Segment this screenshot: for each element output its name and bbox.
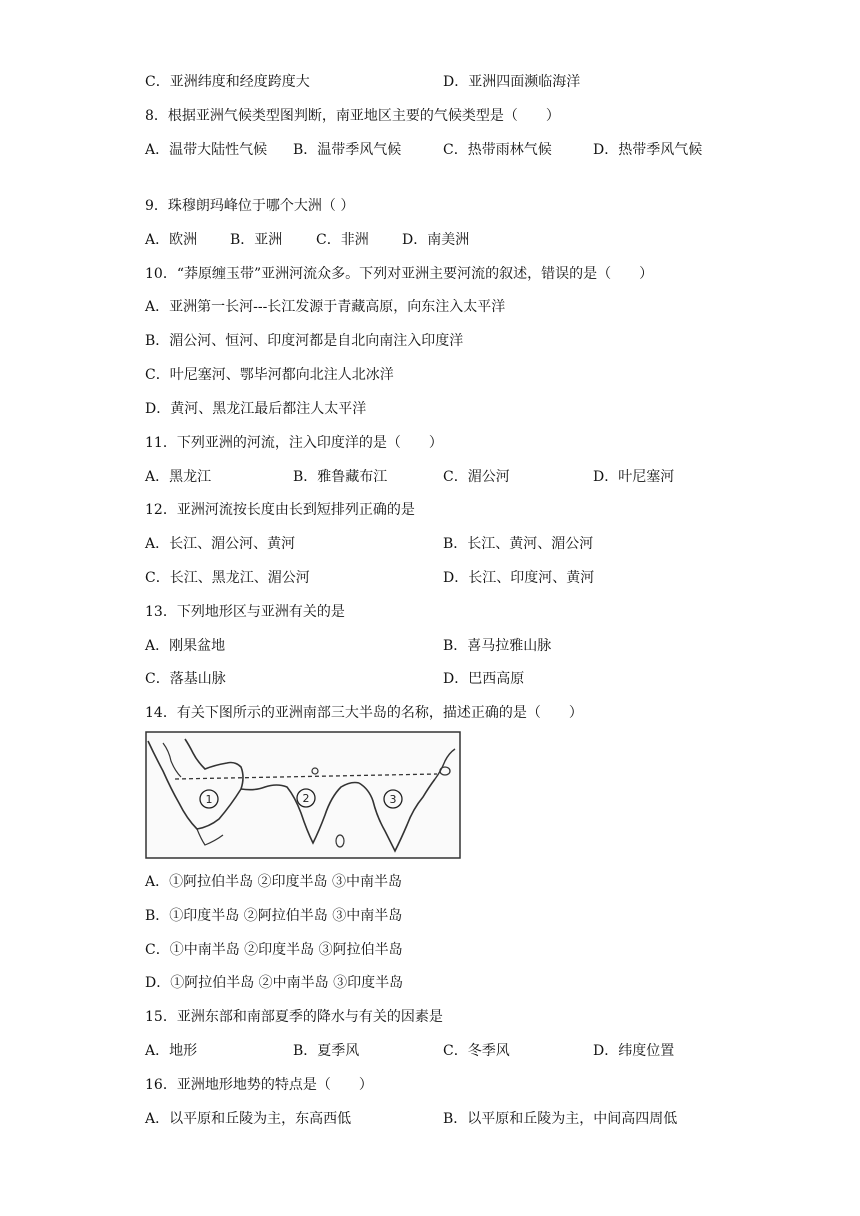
q15-option-d: D．纬度位置 bbox=[593, 1043, 675, 1059]
q14-stem: 14．有关下图所示的亚洲南部三大半岛的名称，描述正确的是（ ） bbox=[145, 705, 583, 721]
q10-stem: 10．“莽原缠玉带”亚洲河流众多。下列对亚洲主要河流的叙述，错误的是（ ） bbox=[145, 266, 654, 282]
q9-option-c: C．非洲 bbox=[316, 232, 369, 248]
q13-stem: 13．下列地形区与亚洲有关的是 bbox=[145, 604, 345, 620]
q10-option-c: C．叶尼塞河、鄂毕河都向北注人北冰洋 bbox=[145, 367, 394, 383]
q9-option-b: B．亚洲 bbox=[230, 232, 283, 248]
q9-option-d: D．南美洲 bbox=[402, 232, 470, 248]
q15-option-a: A．地形 bbox=[145, 1043, 198, 1059]
q14-option-b: B．①印度半岛 ②阿拉伯半岛 ③中南半岛 bbox=[145, 908, 403, 924]
q10-option-a: A．亚洲第一长河---长江发源于青藏高原，向东注入太平洋 bbox=[145, 299, 506, 315]
q10-option-d: D．黄河、黑龙江最后都注人太平洋 bbox=[145, 401, 367, 417]
svg-text:1: 1 bbox=[205, 793, 213, 806]
q16-stem: 16．亚洲地形地势的特点是（ ） bbox=[145, 1077, 373, 1093]
q14-option-a: A．①阿拉伯半岛 ②印度半岛 ③中南半岛 bbox=[145, 874, 403, 890]
q7-option-d: D．亚洲四面濒临海洋 bbox=[443, 74, 581, 90]
q16-option-b: B．以平原和丘陵为主，中间高四周低 bbox=[443, 1111, 678, 1127]
q8-option-c: C．热带雨林气候 bbox=[443, 142, 552, 158]
q13-option-c: C．落基山脉 bbox=[145, 671, 226, 687]
q11-option-b: B．雅鲁藏布江 bbox=[293, 469, 388, 485]
q15-stem: 15．亚洲东部和南部夏季的降水与有关的因素是 bbox=[145, 1009, 443, 1025]
q8-option-a: A．温带大陆性气候 bbox=[145, 142, 268, 158]
q12-stem: 12．亚洲河流按长度由长到短排列正确的是 bbox=[145, 502, 415, 518]
q8-option-d: D．热带季风气候 bbox=[593, 142, 703, 158]
q15-option-c: C．冬季风 bbox=[443, 1043, 510, 1059]
q11-option-d: D．叶尼塞河 bbox=[593, 469, 675, 485]
q16-option-a: A．以平原和丘陵为主，东高西低 bbox=[145, 1111, 352, 1127]
q8-option-b: B．温带季风气候 bbox=[293, 142, 402, 158]
q12-option-c: C．长江、黑龙江、湄公河 bbox=[145, 570, 310, 586]
q13-option-d: D．巴西高原 bbox=[443, 671, 525, 687]
q14-option-c: C．①中南半岛 ②印度半岛 ③阿拉伯半岛 bbox=[145, 942, 403, 958]
q8-stem: 8．根据亚洲气候类型图判断，南亚地区主要的气候类型是（ ） bbox=[145, 108, 560, 124]
q15-option-b: B．夏季风 bbox=[293, 1043, 360, 1059]
q7-option-c: C．亚洲纬度和经度跨度大 bbox=[145, 74, 310, 90]
south-asia-peninsulas-map bbox=[145, 731, 461, 859]
q11-option-a: A．黑龙江 bbox=[145, 469, 212, 485]
q14-option-d: D．①阿拉伯半岛 ②中南半岛 ③印度半岛 bbox=[145, 975, 404, 991]
q9-option-a: A．欧洲 bbox=[145, 232, 198, 248]
q13-option-b: B．喜马拉雅山脉 bbox=[443, 638, 552, 654]
q12-option-d: D．长江、印度河、黄河 bbox=[443, 570, 595, 586]
q11-option-c: C．湄公河 bbox=[443, 469, 510, 485]
q12-option-a: A．长江、湄公河、黄河 bbox=[145, 536, 296, 552]
q13-option-a: A．刚果盆地 bbox=[145, 638, 226, 654]
q11-stem: 11．下列亚洲的河流，注入印度洋的是（ ） bbox=[145, 435, 443, 451]
svg-text:2: 2 bbox=[302, 792, 310, 805]
q9-stem: 9．珠穆朗玛峰位于哪个大洲（ ） bbox=[145, 198, 355, 214]
q12-option-b: B．长江、黄河、湄公河 bbox=[443, 536, 594, 552]
svg-text:3: 3 bbox=[389, 793, 397, 806]
q10-option-b: B．湄公河、恒河、印度河都是自北向南注入印度洋 bbox=[145, 333, 464, 349]
